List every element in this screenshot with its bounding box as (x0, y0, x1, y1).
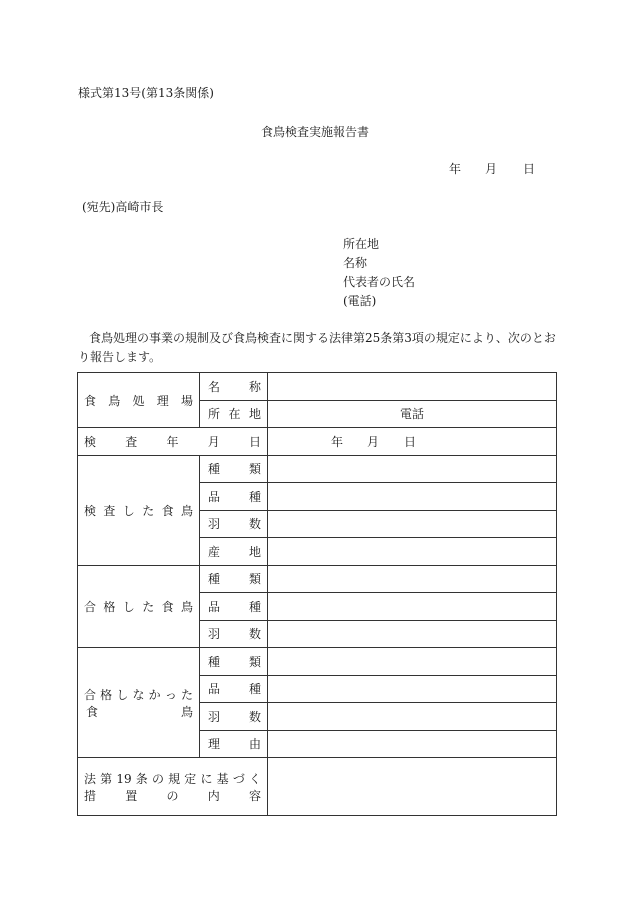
facility-name-label: 名称 (200, 373, 268, 401)
passed-birds-label: 合格した食鳥 (78, 565, 200, 648)
inspected-count-label: 羽数 (200, 510, 268, 538)
applicant-phone-label: (電話) (343, 294, 377, 308)
facility-address-label: 所在地 (200, 400, 268, 428)
failed-kind-field[interactable] (268, 648, 557, 676)
passed-kind-field[interactable] (268, 565, 557, 593)
passed-kind-label: 種類 (200, 565, 268, 593)
measures-field[interactable] (268, 758, 557, 816)
applicant-address-label: 所在地 (343, 237, 380, 251)
date-year: 年 (449, 162, 462, 176)
failed-count-label: 羽数 (200, 703, 268, 731)
document-title: 食鳥検査実施報告書 (260, 125, 369, 139)
failed-birds-label (78, 648, 200, 758)
facility-address-field[interactable] (268, 400, 557, 428)
passed-count-label: 羽数 (200, 620, 268, 648)
measures-label-line1: 法第19条の規定に基づく (84, 771, 261, 786)
failed-count-field[interactable] (268, 703, 557, 731)
inspected-breed-label: 品種 (200, 483, 268, 511)
passed-count-field[interactable] (268, 620, 557, 648)
inspected-birds-label: 検査した食鳥 (78, 455, 200, 565)
intro-text: 食鳥処理の事業の規制及び食鳥検査に関する法律第25条第3項の規定により、次のとおり報告します。 (78, 331, 556, 364)
date-month: 月 (485, 162, 498, 176)
facility-label: 食鳥処理場 (78, 373, 200, 428)
inspected-breed-field[interactable] (268, 483, 557, 511)
inspection-year: 年 (331, 434, 344, 449)
inspected-kind-label: 種類 (200, 455, 268, 483)
failed-reason-label: 理由 (200, 730, 268, 758)
passed-breed-field[interactable] (268, 593, 557, 621)
report-date (449, 160, 535, 177)
addressee: (宛先)高崎市長 (82, 200, 164, 214)
inspection-month: 月 (367, 434, 380, 449)
inspection-date-field[interactable] (268, 428, 557, 456)
facility-name-field[interactable] (268, 373, 557, 401)
failed-label-line2: 食鳥 (86, 704, 193, 719)
failed-kind-label: 種類 (200, 648, 268, 676)
measures-label (78, 758, 268, 816)
inspected-kind-field[interactable] (268, 455, 557, 483)
facility-phone-label: 電話 (399, 407, 424, 422)
report-table (77, 372, 557, 816)
failed-breed-field[interactable] (268, 675, 557, 703)
applicant-block (343, 235, 415, 311)
inspected-count-field[interactable] (268, 510, 557, 538)
inspection-day: 日 (404, 434, 417, 449)
applicant-name-label: 名称 (343, 256, 368, 270)
applicant-representative-label: 代表者の氏名 (343, 275, 416, 289)
form-number: 様式第13号(第13条関係) (78, 86, 214, 100)
failed-breed-label: 品種 (200, 675, 268, 703)
failed-label-line1: 合格しなかった (84, 687, 193, 702)
measures-label-line2: 措置の内容 (84, 788, 261, 803)
inspection-date-label: 検査年月日 (78, 428, 268, 456)
failed-reason-field[interactable] (268, 730, 557, 758)
date-day: 日 (523, 162, 536, 176)
passed-breed-label: 品種 (200, 593, 268, 621)
inspected-origin-label: 産地 (200, 538, 268, 566)
inspected-origin-field[interactable] (268, 538, 557, 566)
